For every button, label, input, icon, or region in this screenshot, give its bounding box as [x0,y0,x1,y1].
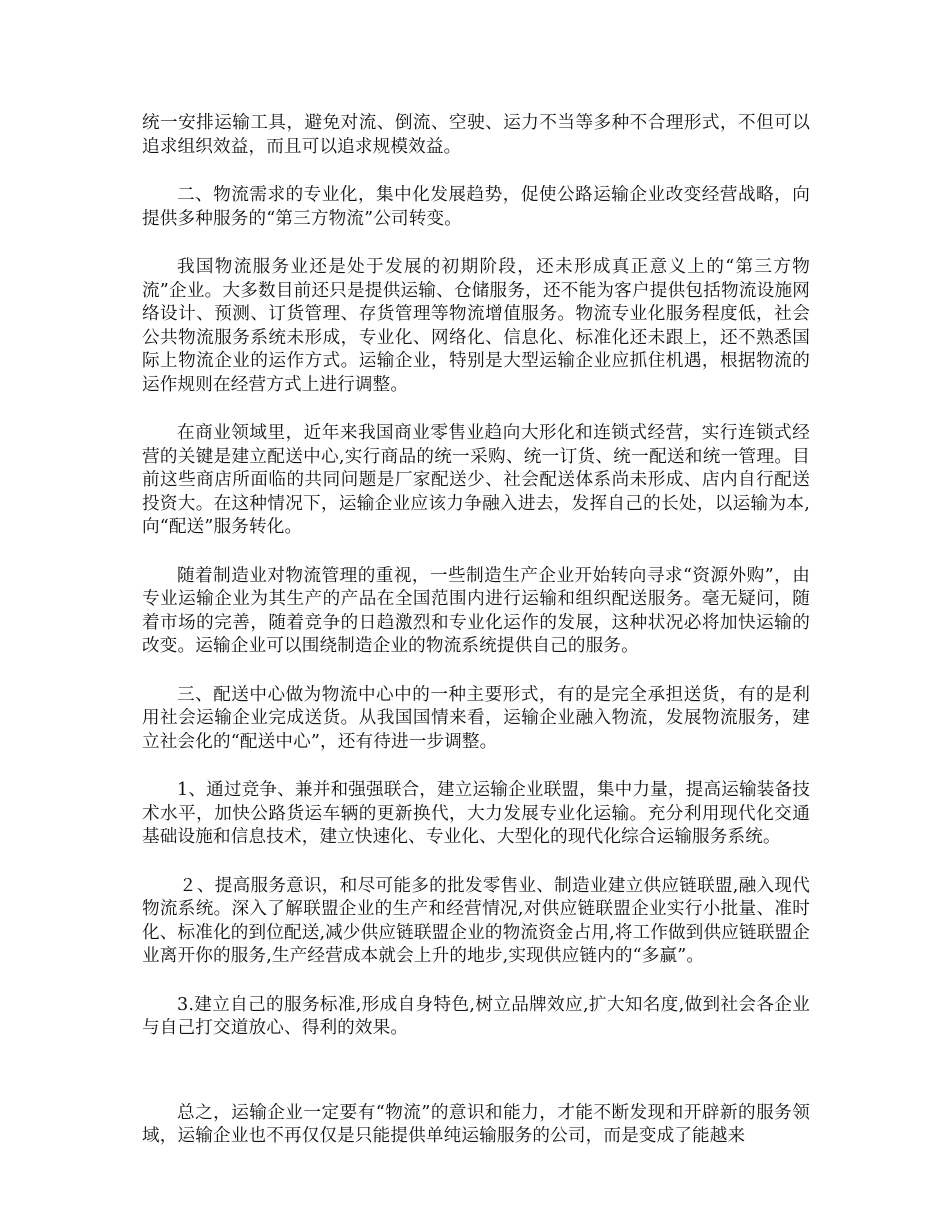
paragraph-section-two-heading: 二、物流需求的专业化，集中化发展趋势，促使公路运输企业改变经营战略，向提供多种服务的“第三方物流”公司转变。 [142,185,810,229]
paragraph-manufacturing: 随着制造业对物流管理的重视，一些制造生产企业开始转向寻求“资源外购”，由专业运输企业为其生产的产品在全国范围内进行运输和组织配送服务。毫无疑问，随着市场的完善，随着竞争的日趋激烈和专业化运作的发展，这种状况必将加快运输的改变。运输企业可以围绕制造企业的物流系统提供自己的服务。 [142,565,810,656]
paragraph-item-three: 3.建立自己的服务标准,形成自身特色,树立品牌效应,扩大知名度,做到社会各企业与自己打交道放心、得利的效果。 [142,994,810,1038]
paragraph-continuation: 统一安排运输工具，避免对流、倒流、空驶、运力不当等多种不合理形式，不但可以追求组织效益，而且可以追求规模效益。 [142,113,810,157]
paragraph-third-party-logistics: 我国物流服务业还是处于发展的初期阶段，还未形成真正意义上的“第三方物流”企业。大多数目前还只是提供运输、仓储服务，还不能为客户提供包括物流设施网络设计、预测、订货管理、存货管理等物流增值服务。物流专业化服务程度低，社会公共物流服务系统未形成，专业化、网络化、信息化、标准化还未跟上，还不熟悉国际上物流企业的运作方式。运输企业，特别是大型运输企业应抓住机遇，根据物流的运作规则在经营方式上进行调整。 [142,257,810,395]
document-page [142,112,810,1174]
paragraph-item-two: ２、提高服务意识，和尽可能多的批发零售业、制造业建立供应链联盟,融入现代物流系统。深入了解联盟企业的生产和经营情况,对供应链联盟企业实行小批量、准时化、标准化的到位配送,减少供应链联盟企业的物流资金占用,将工作做到供应链联盟企业离开你的服务,生产经营成本就会上升的地步,实现供应链内的“多赢”。 [142,875,811,966]
paragraph-gap [142,1066,810,1102]
paragraph-commerce-field: 在商业领域里，近年来我国商业零售业趋向大形化和连锁式经营，实行连锁式经营的关键是建立配送中心,实行商品的统一采购、统一订货、统一配送和统一管理。目前这些商店所面临的共同问题是厂家配送少、社会配送体系尚未形成、店内自行配送投资大。在这种情况下，运输企业应该力争融入进去，发挥自己的长处，以运输为本,向“配送”服务转化。 [142,423,810,537]
paragraph-section-three-heading: 三、配送中心做为物流中心中的一种主要形式，有的是完全承担送货，有的是利用社会运输企业完成送货。从我国国情来看，运输企业融入物流，发展物流服务，建立社会化的“配送中心”，还有待进一步调整。 [142,684,810,752]
paragraph-conclusion: 总之，运输企业一定要有“物流”的意识和能力，才能不断发现和开辟新的服务领域，运输企业也不再仅仅是只能提供单纯运输服务的公司，而是变成了能越来 [142,1102,810,1146]
paragraph-item-one: 1、通过竞争、兼并和强强联合，建立运输企业联盟，集中力量，提高运输装备技术水平，加快公路货运车辆的更新换代，大力发展专业化运输。充分利用现代化交通基础设施和信息技术，建立快速化、专业化、大型化的现代化综合运输服务系统。 [142,780,810,847]
